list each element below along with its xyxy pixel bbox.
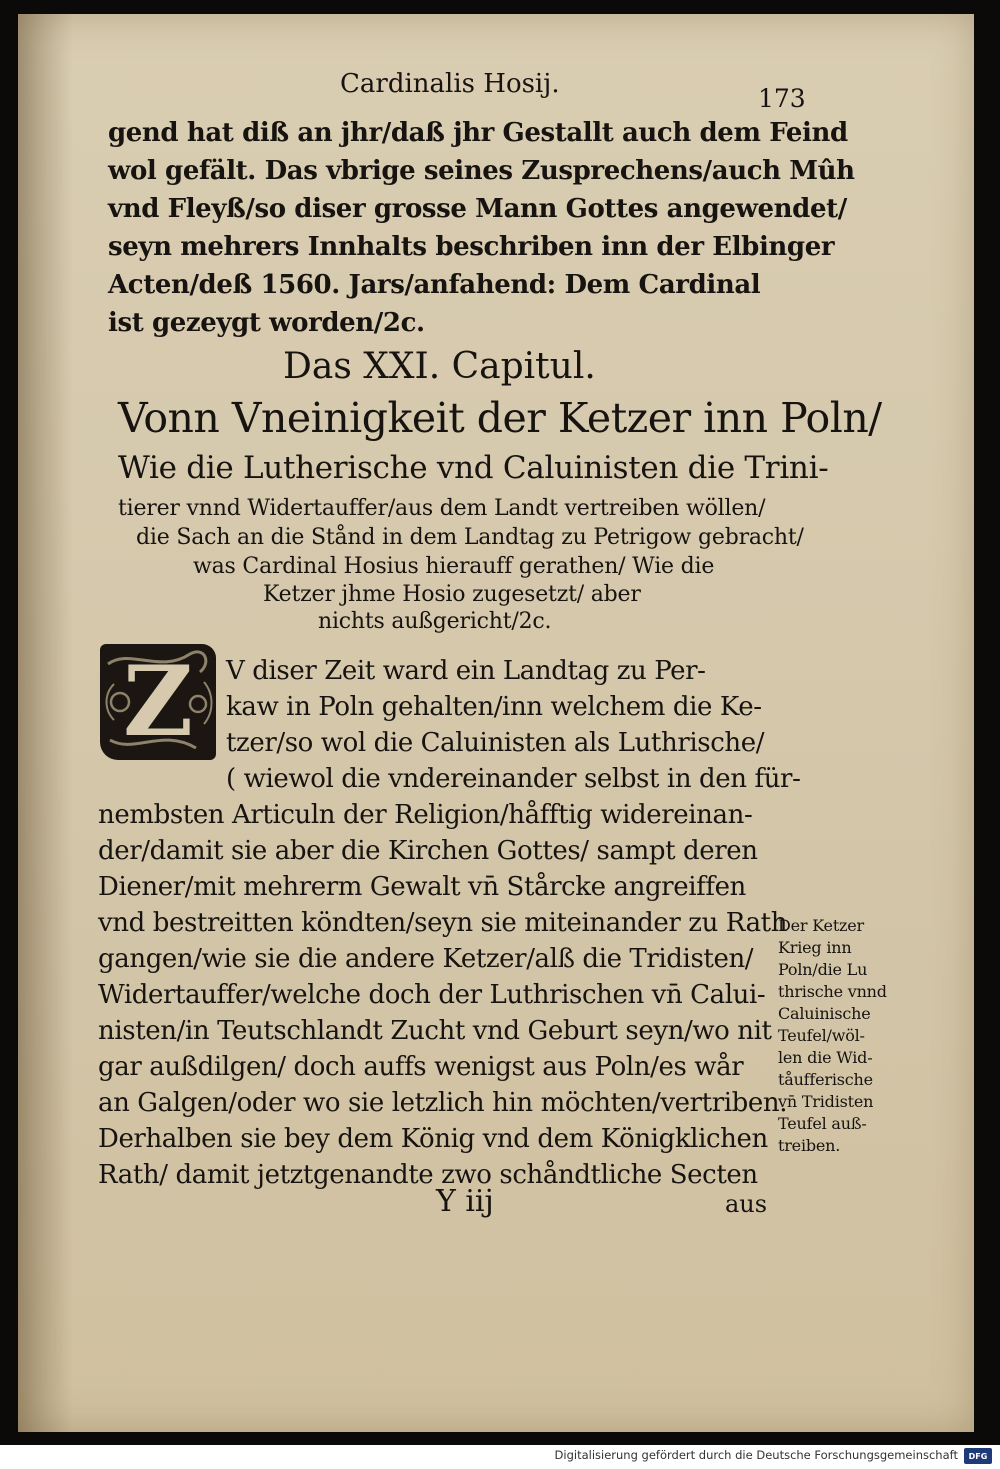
text-line: tzer/so wol die Caluinisten als Luthrische/ xyxy=(226,728,765,758)
text-line: an Galgen/oder wo sie letzlich hin möchten/vertriben. xyxy=(98,1088,788,1118)
chapter-title-line: nichts außgericht/2c. xyxy=(318,609,552,634)
margin-note-line: len die Wid- xyxy=(778,1048,873,1067)
margin-note-line: thrische vnnd xyxy=(778,982,887,1001)
text-line: V diser Zeit ward ein Landtag zu Per- xyxy=(226,656,706,686)
margin-note-line: Teufel/wöl- xyxy=(778,1026,865,1045)
text-line: nembsten Articuln der Religion/håfftig widereinan- xyxy=(98,800,753,830)
text-line: Widertauffer/welche doch der Luthrischen vn̄ Calui- xyxy=(98,980,766,1010)
text-line: Diener/mit mehrerm Gewalt vn̄ Stårcke angreiffen xyxy=(98,872,746,902)
chapter-title-line: Wie die Lutherische vnd Caluinisten die Trini- xyxy=(118,450,829,486)
text-line: nisten/in Teutschlandt Zucht vnd Geburt seyn/wo nit xyxy=(98,1016,772,1046)
text-line: ( wiewol die vndereinander selbst in den für- xyxy=(226,764,801,794)
text-line: Acten/deß 1560. Jars/anfahend: Dem Cardinal xyxy=(108,270,761,300)
chapter-title-line: was Cardinal Hosius hierauff gerathen/ Wie die xyxy=(193,554,715,579)
text-line: gangen/wie sie die andere Ketzer/alß die Tridisten/ xyxy=(98,944,754,974)
margin-note-line: Poln/die Lu xyxy=(778,960,868,979)
margin-note-line: Krieg inn xyxy=(778,938,852,957)
funding-credit: Digitalisierung gefördert durch die Deutsche Forschungsgemeinschaft xyxy=(554,1448,958,1462)
text-line: gend hat diß an jhr/daß jhr Gestallt auch dem Feind xyxy=(108,118,848,148)
text-line: kaw in Poln gehalten/inn welchem die Ke- xyxy=(226,692,762,722)
chapter-title-line: tierer vnnd Widertauffer/aus dem Landt vertreiben wöllen/ xyxy=(118,496,766,521)
chapter-title-line: Ketzer jhme Hosio zugesetzt/ aber xyxy=(263,582,641,607)
margin-note-line: treiben. xyxy=(778,1136,841,1155)
dfg-logo-icon: DFG xyxy=(964,1448,992,1464)
text-line: wol gefält. Das vbrige seines Zusprechens/auch Mûh xyxy=(108,156,855,186)
text-line: vnd Fleyß/so diser grosse Mann Gottes angewendet/ xyxy=(108,194,847,224)
margin-note-line: tåufferische xyxy=(778,1070,873,1089)
signature-mark: Y iij xyxy=(436,1184,494,1219)
decorated-initial xyxy=(100,644,216,760)
text-line: der/damit sie aber die Kirchen Gottes/ sampt deren xyxy=(98,836,758,866)
text-line: Derhalben sie bey dem König vnd dem Königklichen xyxy=(98,1124,768,1154)
chapter-title-line: Vonn Vneinigkeit der Ketzer inn Poln/ xyxy=(118,394,882,442)
page-number: 173 xyxy=(758,84,806,113)
text-line: ist gezeygt worden/2c. xyxy=(108,308,425,338)
margin-note-line: Der Ketzer xyxy=(778,916,865,935)
text-line: Rath/ damit jetztgenandte zwo schåndtliche Secten xyxy=(98,1160,758,1190)
chapter-heading: Das XXI. Capitul. xyxy=(283,346,596,387)
catchword: aus xyxy=(725,1190,768,1218)
text-line: gar außdilgen/ doch auffs wenigst aus Poln/es wår xyxy=(98,1052,744,1082)
margin-note-line: vn̄ Tridisten xyxy=(778,1092,874,1111)
footer-bar xyxy=(0,1445,1000,1469)
book-page xyxy=(18,14,974,1432)
running-head: Cardinalis Hosij. xyxy=(340,69,560,99)
margin-note-line: Teufel auß- xyxy=(778,1114,867,1133)
text-line: vnd bestreitten köndten/seyn sie miteinander zu Rath xyxy=(98,908,788,938)
text-line: seyn mehrers Innhalts beschriben inn der Elbinger xyxy=(108,232,835,262)
margin-note-line: Caluinische xyxy=(778,1004,871,1023)
initial-letter: Z xyxy=(122,645,194,758)
chapter-title-line: die Sach an die Stånd in dem Landtag zu Petrigow gebracht/ xyxy=(136,525,804,550)
